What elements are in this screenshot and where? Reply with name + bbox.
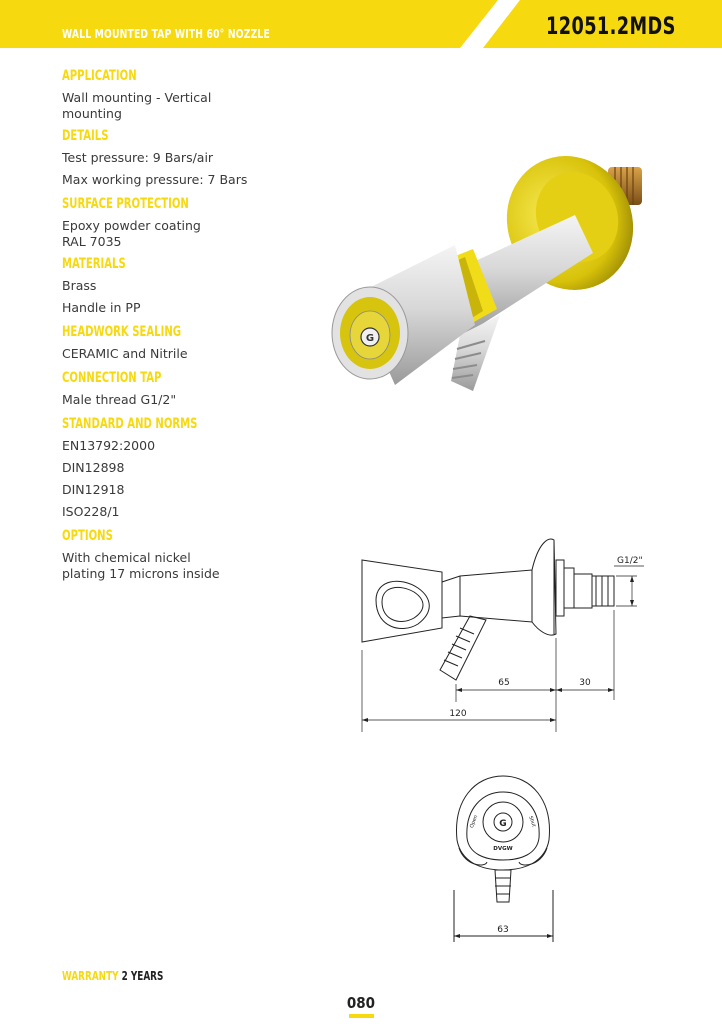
spec-line: DIN12918 [62,482,125,497]
section-body-options [62,550,302,582]
section-title-materials: MATERIALS [62,256,126,272]
spec-line: Male thread G1/2" [62,392,177,407]
spec-line: Max working pressure: 7 Bars [62,172,248,187]
spec-line: Epoxy powder coating RAL 7035 [62,218,201,249]
header-band [0,0,722,48]
section-body-materials [62,278,302,316]
product-render [325,145,655,395]
product-title: WALL MOUNTED TAP WITH 60° NOZZLE [62,26,270,41]
front-handle-shut-label: Shut [527,815,537,829]
specifications-list [62,64,302,586]
section-title-details: DETAILS [62,128,109,144]
render-handle-letter: G [365,333,375,344]
section-title-surface-protection: SURFACE PROTECTION [62,196,189,212]
section-body-headwork-sealing [62,346,302,362]
front-handle-brand: DVGW [493,846,513,852]
spec-line: Test pressure: 9 Bars/air [62,150,214,165]
section-body-details [62,150,302,188]
warranty-label [62,969,163,983]
dimension-65: 65 [498,678,510,688]
dimension-120: 120 [449,709,467,719]
dimension-63: 63 [497,925,509,935]
dimension-30: 30 [579,678,591,688]
section-title-standards: STANDARD AND NORMS [62,416,198,432]
front-view-drawing [445,770,565,945]
spec-line: CERAMIC and Nitrile [62,346,188,361]
section-title-headwork-sealing: HEADWORK SEALING [62,324,182,340]
spec-line: EN13792:2000 [62,438,156,453]
warranty-duration: 2 YEARS [121,969,164,983]
section-title-application: APPLICATION [62,68,137,84]
spec-line: Brass [62,278,97,293]
spec-line: With chemical nickel plating 17 microns inside [62,550,220,581]
spec-line: ISO228/1 [62,504,120,519]
spec-line: Handle in PP [62,300,141,315]
front-handle-letter: G [499,819,507,829]
section-title-connection-tap: CONNECTION TAP [62,370,162,386]
spec-line: Wall mounting - Vertical mounting [62,90,212,121]
section-title-options: OPTIONS [62,528,113,544]
spec-line: DIN12898 [62,460,125,475]
warranty-prefix: WARRANTY [62,969,119,983]
page-number-underline [349,1014,374,1018]
section-body-surface-protection [62,218,302,250]
product-code: 12051.2MDS [546,12,676,40]
dimension-thread: G1/2" [617,556,643,566]
section-body-connection-tap [62,392,302,408]
page-number: 080 [346,994,376,1012]
side-view-drawing [352,530,652,735]
section-body-standards [62,438,302,520]
section-body-application [62,90,302,122]
front-handle-open-label: Open [468,814,480,829]
